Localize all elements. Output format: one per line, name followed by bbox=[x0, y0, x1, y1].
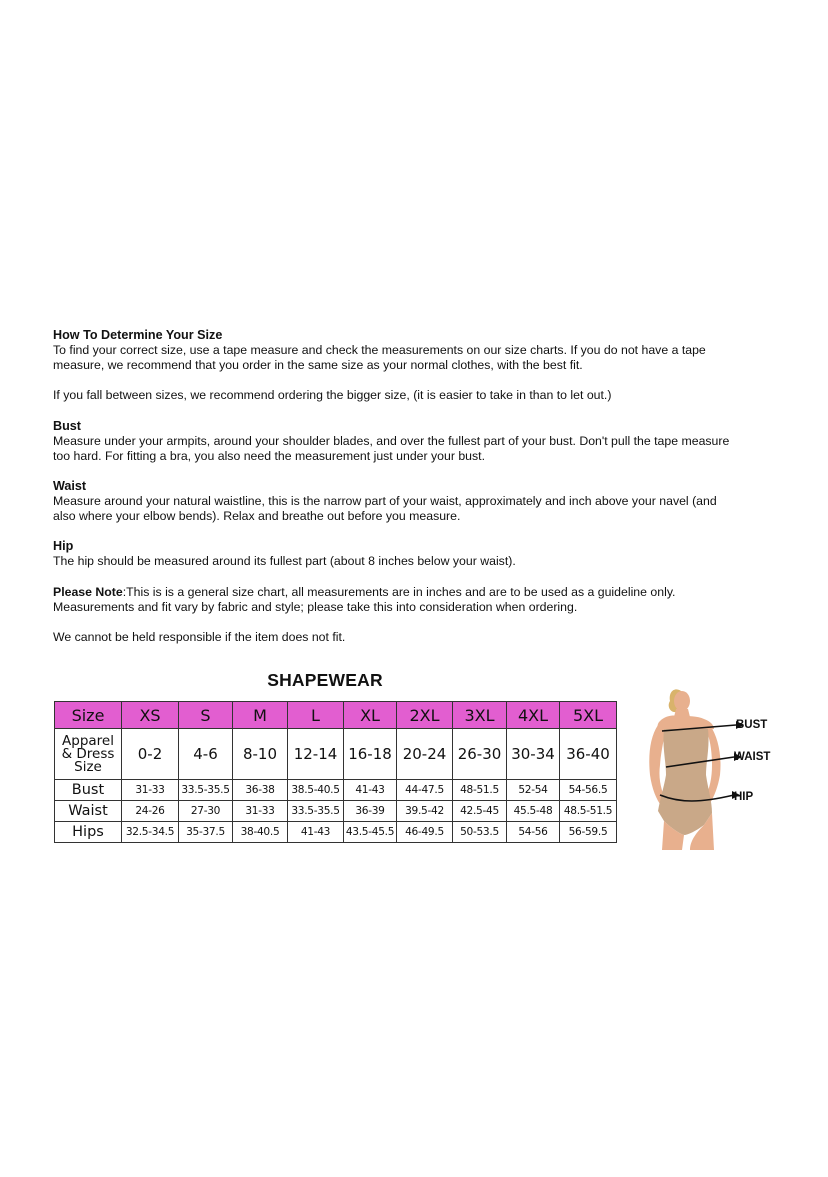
table-cell: 8-10 bbox=[233, 729, 288, 780]
measurement-figure bbox=[640, 685, 790, 850]
table-cell: 36-39 bbox=[344, 801, 397, 822]
table-cell: 38-40.5 bbox=[233, 822, 288, 843]
body-illustration bbox=[640, 685, 790, 850]
table-cell: 43.5-45.5 bbox=[344, 822, 397, 843]
table-cell: 31-33 bbox=[233, 801, 288, 822]
hip-heading: Hip bbox=[53, 539, 74, 554]
size-header: 5XL bbox=[560, 702, 617, 729]
note-label: Please Note bbox=[53, 584, 123, 599]
apparel-label bbox=[55, 729, 122, 780]
bust-row bbox=[55, 780, 617, 801]
note-text: :This is is a general size chart, all measurements are in inches and are to be used as a guideline only. Measurements and fit vary by fabric and style; please take this into consideration when ordering. bbox=[53, 584, 676, 614]
bust-figure-label: BUST bbox=[736, 719, 768, 731]
table-cell: 4-6 bbox=[179, 729, 233, 780]
table-cell: 48.5-51.5 bbox=[560, 801, 617, 822]
table-cell: 54-56 bbox=[507, 822, 560, 843]
size-header: 3XL bbox=[453, 702, 507, 729]
table-cell: 12-14 bbox=[288, 729, 344, 780]
hip-figure-label: HIP bbox=[734, 791, 754, 803]
table-cell: 20-24 bbox=[397, 729, 453, 780]
size-header: XL bbox=[344, 702, 397, 729]
table-cell: 48-51.5 bbox=[453, 780, 507, 801]
table-cell: 56-59.5 bbox=[560, 822, 617, 843]
waist-label: Waist bbox=[55, 801, 122, 822]
hips-label: Hips bbox=[55, 822, 122, 843]
guide-heading: How To Determine Your Size bbox=[53, 328, 223, 342]
table-cell: 33.5-35.5 bbox=[288, 801, 344, 822]
waist-text: Measure around your natural waistline, this is the narrow part of your waist, approximately and inch above your navel (and also where your elbow bends). Relax and breathe out before you measure. bbox=[53, 494, 717, 524]
please-note bbox=[53, 585, 733, 615]
table-cell: 36-40 bbox=[560, 729, 617, 780]
table-cell: 32.5-34.5 bbox=[122, 822, 179, 843]
waist-row bbox=[55, 801, 617, 822]
table-cell: 38.5-40.5 bbox=[288, 780, 344, 801]
table-cell: 45.5-48 bbox=[507, 801, 560, 822]
table-cell: 52-54 bbox=[507, 780, 560, 801]
size-guide bbox=[53, 328, 733, 645]
table-cell: 42.5-45 bbox=[453, 801, 507, 822]
table-cell: 50-53.5 bbox=[453, 822, 507, 843]
table-cell: 33.5-35.5 bbox=[179, 780, 233, 801]
guide-intro: To find your correct size, use a tape measure and check the measurements on our size charts. If you do not have a tape measure, we recommend that you order in the same size as your normal clothes, with the best fit. bbox=[53, 343, 706, 373]
guide-between-sizes: If you fall between sizes, we recommend ordering the bigger size, (it is easier to take in than to let out.) bbox=[53, 388, 612, 403]
table-cell: 41-43 bbox=[344, 780, 397, 801]
header-size-label: Size bbox=[55, 702, 122, 729]
table-cell: 30-34 bbox=[507, 729, 560, 780]
table-cell: 35-37.5 bbox=[179, 822, 233, 843]
table-cell: 0-2 bbox=[122, 729, 179, 780]
hip-text: The hip should be measured around its fullest part (about 8 inches below your waist). bbox=[53, 554, 516, 569]
apparel-label-line: & Dress bbox=[61, 745, 115, 762]
hips-row bbox=[55, 822, 617, 843]
size-chart-table bbox=[54, 701, 617, 843]
table-cell: 54-56.5 bbox=[560, 780, 617, 801]
size-header: XS bbox=[122, 702, 179, 729]
table-cell: 39.5-42 bbox=[397, 801, 453, 822]
waist-heading: Waist bbox=[53, 479, 87, 494]
size-header: 2XL bbox=[397, 702, 453, 729]
table-cell: 41-43 bbox=[288, 822, 344, 843]
size-header: L bbox=[288, 702, 344, 729]
table-cell: 46-49.5 bbox=[397, 822, 453, 843]
size-header: M bbox=[233, 702, 288, 729]
waist-figure-label: WAIST bbox=[734, 751, 771, 763]
table-cell: 31-33 bbox=[122, 780, 179, 801]
bust-text: Measure under your armpits, around your shoulder blades, and over the fullest part of your bust. Don't pull the tape measure too hard. For fitting a bra, you also need the measurement just under your bust. bbox=[53, 433, 730, 463]
apparel-row bbox=[55, 729, 617, 780]
size-header: 4XL bbox=[507, 702, 560, 729]
disclaimer: We cannot be held responsible if the item does not fit. bbox=[53, 630, 346, 645]
table-cell: 36-38 bbox=[233, 780, 288, 801]
table-cell: 44-47.5 bbox=[397, 780, 453, 801]
table-cell: 26-30 bbox=[453, 729, 507, 780]
apparel-label-line: Apparel bbox=[62, 732, 114, 749]
table-cell: 16-18 bbox=[344, 729, 397, 780]
header-row bbox=[55, 702, 617, 729]
chart-title: SHAPEWEAR bbox=[267, 670, 383, 690]
table-cell: 27-30 bbox=[179, 801, 233, 822]
apparel-label-line: Size bbox=[74, 758, 102, 775]
bust-heading: Bust bbox=[53, 418, 81, 433]
table-cell: 24-26 bbox=[122, 801, 179, 822]
bust-label: Bust bbox=[55, 780, 122, 801]
size-header: S bbox=[179, 702, 233, 729]
